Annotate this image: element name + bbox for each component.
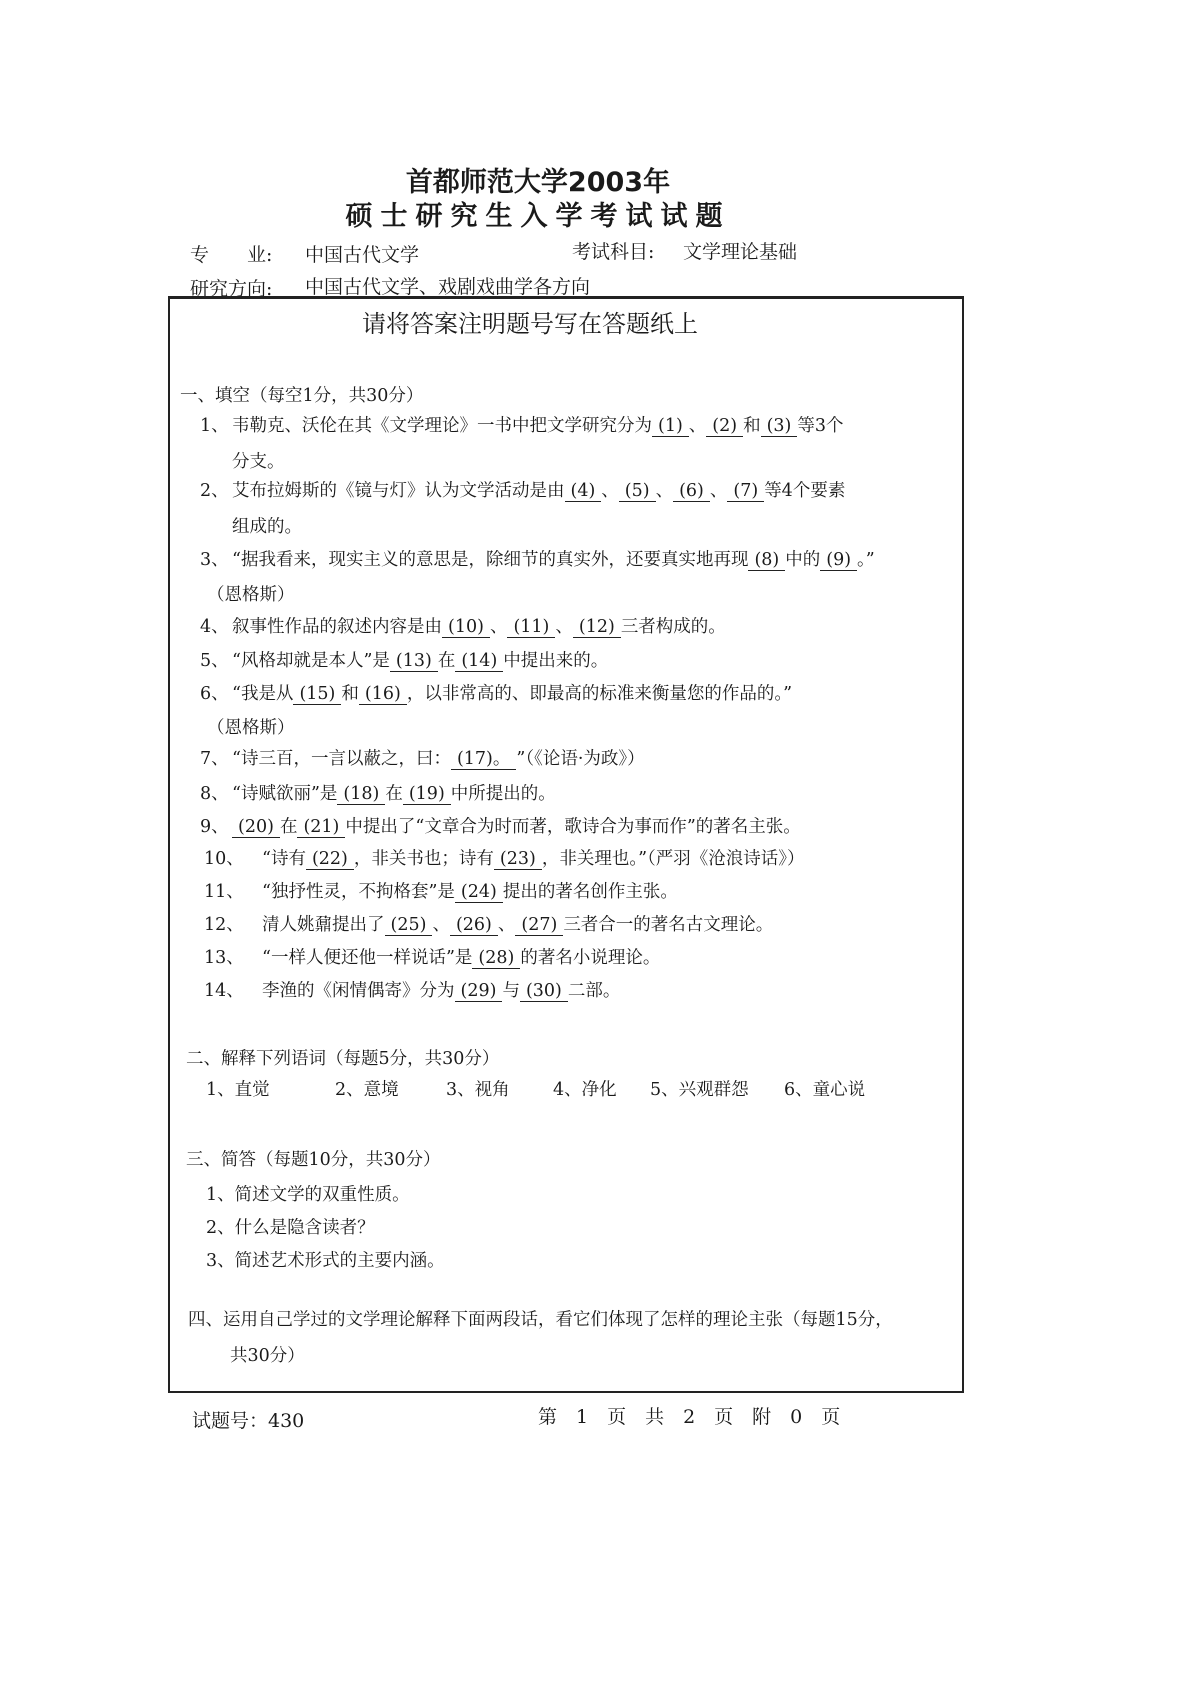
question-text: ，非关理也。”（严羽《沧浪诗话》） — [541, 849, 805, 869]
question-text: 叙事性作品的叙述内容是由 — [232, 617, 442, 637]
answer-blank: (17)。 — [451, 749, 516, 770]
question-text: 韦勒克、沃伦在其《文学理论》一书中把文学研究分为 — [232, 416, 652, 436]
question-text: 在 — [279, 817, 298, 837]
question-text: ，非关书也；诗有 — [353, 849, 494, 869]
answer-blank: (9) — [820, 550, 857, 571]
fill-blank-question — [232, 680, 792, 705]
question-text: “诗赋欲丽”是 — [232, 784, 338, 804]
answer-blank: (5) — [619, 481, 656, 502]
answer-blank: (14) — [455, 651, 503, 672]
answer-blank: (3) — [761, 416, 798, 437]
answer-blank: (11) — [507, 617, 555, 638]
major-value: 中国古代文学 — [305, 244, 420, 266]
answer-blank: (12) — [573, 617, 621, 638]
answer-blank: (21) — [297, 817, 345, 838]
answer-blank: (25) — [385, 915, 433, 936]
question-text: 艾布拉姆斯的《镜与灯》认为文学活动是由 — [232, 481, 565, 501]
question-number: 4、 — [200, 617, 229, 637]
question-text: “诗有 — [262, 849, 306, 869]
question-text: 李渔的《闲情偶寄》分为 — [262, 981, 455, 1001]
question-text: 提出的著名创作主张。 — [502, 882, 678, 902]
term-item: 1、直觉 — [206, 1080, 270, 1100]
question-text: “一样人便还他一样说话”是 — [262, 948, 473, 968]
question-text: “诗三百，一言以蔽之，曰： — [232, 749, 451, 769]
short-answer-item: 3、简述艺术形式的主要内涵。 — [206, 1251, 445, 1271]
answer-blank: (15) — [293, 684, 341, 705]
fill-blank-question — [232, 412, 844, 437]
question-text: 。” — [857, 550, 875, 570]
question-text: 和 — [341, 684, 359, 704]
answer-blank: (10) — [442, 617, 490, 638]
term-item: 4、净化 — [553, 1080, 617, 1100]
fill-blank-question — [262, 845, 805, 870]
fill-blank-question — [232, 780, 556, 805]
section-1-title: 一、填空（每空1分，共30分） — [180, 386, 424, 406]
page-indicator: 第 1 页 共 2 页 附 0 页 — [538, 1406, 841, 1428]
question-number: 10、 — [204, 849, 244, 869]
question-number: 13、 — [204, 948, 244, 968]
question-text: 等3个 — [797, 416, 844, 436]
question-number: 14、 — [204, 981, 244, 1001]
answer-blank: (6) — [673, 481, 710, 502]
answer-blank: (16) — [359, 684, 407, 705]
question-text: 中提出了“文章合为时而著，歌诗合为事而作”的著名主张。 — [345, 817, 801, 837]
question-text: 、 — [432, 915, 450, 935]
exam-code: 试题号：430 — [192, 1410, 305, 1432]
direction-value: 中国古代文学、戏剧戏曲学各方向 — [305, 276, 591, 298]
section-3-title: 三、简答（每题10分，共30分） — [186, 1150, 441, 1170]
section-4-title: 四、运用自己学过的文学理论解释下面两段话，看它们体现了怎样的理论主张（每题15分， — [188, 1310, 893, 1330]
fill-blank-question — [232, 546, 875, 571]
answer-blank: (2) — [706, 416, 743, 437]
exam-title: 首都师范大学2003年 — [405, 167, 671, 198]
answer-blank: (27) — [515, 915, 563, 936]
question-text: ，以非常高的、即最高的标准来衡量您的作品的。” — [406, 684, 793, 704]
question-text: 与 — [502, 981, 520, 1001]
question-text: “风格却就是本人”是 — [232, 651, 390, 671]
term-item: 6、童心说 — [784, 1080, 866, 1100]
question-text: 中提出来的。 — [503, 651, 609, 671]
question-text: “据我看来，现实主义的意思是，除细节的真实外，还要真实地再现 — [232, 550, 749, 570]
fill-blank-question — [262, 911, 773, 936]
question-number: 8、 — [200, 784, 229, 804]
subject-value: 文学理论基础 — [683, 241, 798, 263]
fill-blank-question — [232, 745, 645, 770]
section-2-title: 二、解释下列语词（每题5分，共30分） — [186, 1049, 500, 1069]
question-number: 5、 — [200, 651, 229, 671]
fill-blank-question — [232, 613, 726, 638]
question-text: 三者合一的著名古文理论。 — [563, 915, 774, 935]
question-text: 三者构成的。 — [620, 617, 726, 637]
answer-blank: (8) — [748, 550, 785, 571]
question-continuation: 组成的。 — [232, 517, 302, 537]
question-attribution: （恩格斯） — [207, 718, 295, 738]
answer-blank: (19) — [403, 784, 451, 805]
fill-blank-question — [262, 878, 678, 903]
exam-subtitle: 硕士研究生入学考试试题 — [345, 201, 731, 232]
question-text: “独抒性灵，不拘格套”是 — [262, 882, 455, 902]
answer-blank: (4) — [565, 481, 602, 502]
question-text: 、 — [709, 481, 728, 501]
question-text: 在 — [437, 651, 456, 671]
fill-blank-question — [232, 813, 801, 838]
question-text: 、 — [489, 617, 508, 637]
question-number: 11、 — [204, 882, 244, 902]
answer-notice: 请将答案注明题号写在答题纸上 — [362, 310, 698, 338]
question-text: 和 — [743, 416, 761, 436]
question-text: 中的 — [785, 550, 821, 570]
question-text: 中所提出的。 — [450, 784, 556, 804]
answer-blank: (29) — [455, 981, 503, 1002]
answer-blank: (20) — [232, 817, 280, 838]
question-number: 12、 — [204, 915, 244, 935]
answer-blank: (28) — [472, 948, 520, 969]
answer-blank: (1) — [652, 416, 689, 437]
answer-blank: (22) — [306, 849, 354, 870]
direction-label: 研究方向: — [190, 278, 273, 300]
major-label: 专 业: — [190, 244, 273, 266]
question-text: “我是从 — [232, 684, 294, 704]
subject-label: 考试科目: — [572, 241, 655, 263]
question-text: 、 — [601, 481, 619, 501]
question-continuation: 分支。 — [232, 452, 285, 472]
short-answer-item: 2、什么是隐含读者？ — [206, 1218, 375, 1238]
question-text: 的著名小说理论。 — [520, 948, 661, 968]
term-item: 5、兴观群怨 — [650, 1080, 749, 1100]
question-number: 9、 — [200, 817, 229, 837]
question-text: 清人姚鼐提出了 — [262, 915, 385, 935]
term-item: 3、视角 — [446, 1080, 510, 1100]
question-number: 2、 — [200, 481, 229, 501]
fill-blank-question — [232, 647, 608, 672]
question-text: 在 — [385, 784, 403, 804]
fill-blank-question — [262, 977, 620, 1002]
answer-blank: (13) — [390, 651, 438, 672]
question-number: 6、 — [200, 684, 229, 704]
question-number: 7、 — [200, 749, 229, 769]
answer-blank: (26) — [450, 915, 498, 936]
question-number: 1、 — [200, 416, 229, 436]
question-text: 二部。 — [567, 981, 621, 1001]
question-text: ”（《论语·为政》） — [516, 749, 645, 769]
short-answer-item: 1、简述文学的双重性质。 — [206, 1185, 410, 1205]
question-number: 3、 — [200, 550, 229, 570]
question-text: 、 — [555, 617, 573, 637]
term-item: 2、意境 — [335, 1080, 399, 1100]
question-text: 等4个要素 — [764, 481, 846, 501]
answer-blank: (7) — [727, 481, 764, 502]
answer-blank: (18) — [337, 784, 385, 805]
question-text: 、 — [655, 481, 674, 501]
question-text: 、 — [688, 416, 707, 436]
answer-blank: (30) — [520, 981, 568, 1002]
question-text: 、 — [497, 915, 516, 935]
question-attribution: （恩格斯） — [207, 585, 295, 605]
section-4-continuation: 共30分） — [230, 1346, 305, 1366]
answer-blank: (23) — [494, 849, 542, 870]
fill-blank-question — [262, 944, 660, 969]
answer-blank: (24) — [455, 882, 503, 903]
fill-blank-question — [232, 477, 845, 502]
